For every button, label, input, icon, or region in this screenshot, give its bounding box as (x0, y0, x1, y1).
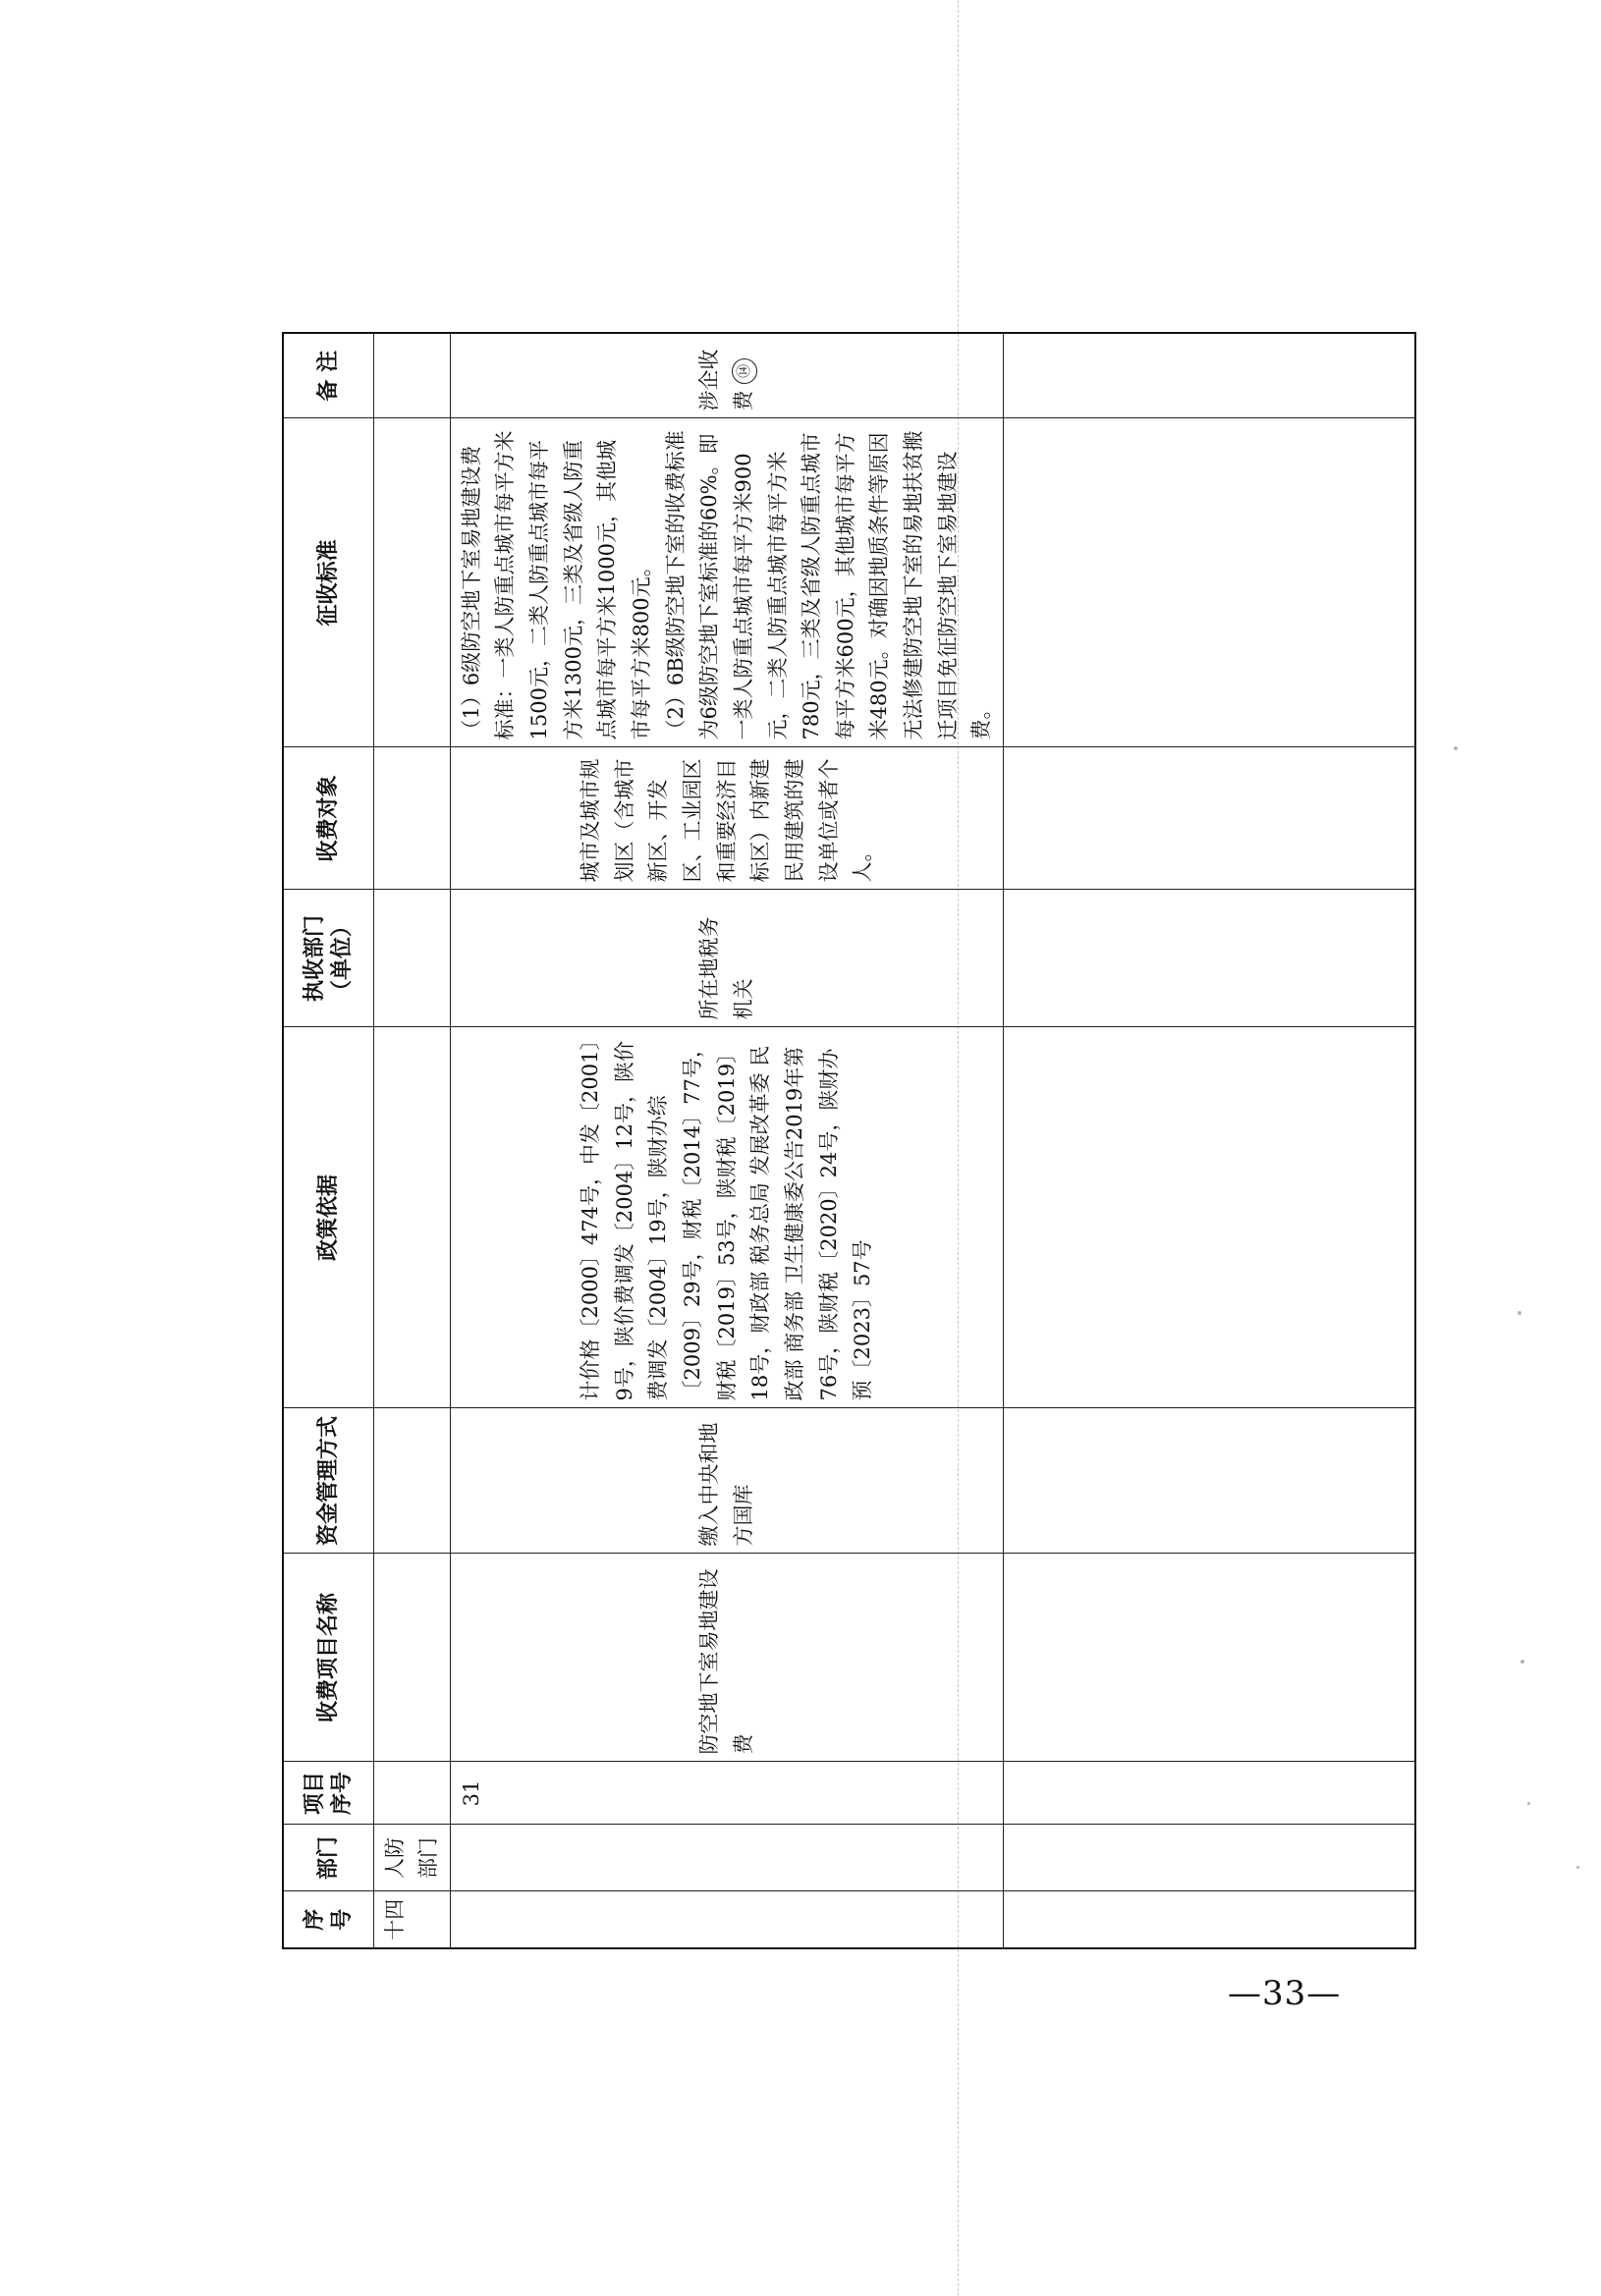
header-fund-mgmt: 资金管理方式 (283, 1408, 373, 1554)
empty-cell (373, 1554, 450, 1762)
item-seq-cell: 31 (450, 1762, 1003, 1825)
empty-cell (373, 418, 450, 747)
standard-paragraph-1: （1）6级防空地下室易地建设费标准：一类人防重点城市每平方米1500元，二类人防重点城市每平方米1300元，三类及省级人防重点城市每平方米1000元，其他城市每平方米800元。 (459, 430, 653, 740)
policy-cell: 计价格〔2000〕474号，中发〔2001〕9号，陕价费调发〔2004〕12号，陕价费调发〔2004〕19号，陕财办综〔2009〕29号，财税〔2014〕77号，财税〔2019〕53号，陕财税〔2019〕18号，财政部 税务总局 发展改革委 民政部 商务部 卫生健康委公告2019年第76号，陕财税〔2020〕24号，陕财办预〔2023〕57号 (450, 1027, 1003, 1408)
empty-cell (450, 1891, 1003, 1948)
empty-cell (1004, 1825, 1415, 1891)
payer-cell: 城市及城市规划区（含城市新区、开发区、工业园区和重要经济目标区）内新建民用建筑的建设单位或者个人。 (450, 747, 1003, 890)
empty-cell (373, 1027, 450, 1408)
empty-cell (373, 890, 450, 1027)
empty-cell (1004, 1408, 1415, 1554)
header-fee-name: 收费项目名称 (283, 1554, 373, 1762)
page-number: —33— (1228, 1974, 1342, 2013)
scan-speck (1527, 1802, 1530, 1805)
header-standard: 征收标准 (283, 418, 373, 747)
header-payer: 收费对象 (283, 747, 373, 890)
empty-cell (1004, 418, 1415, 747)
empty-cell (1004, 1554, 1415, 1762)
table-header-row (283, 333, 373, 1948)
section-dept: 人防部门 (373, 1825, 450, 1891)
empty-cell (1004, 333, 1415, 418)
empty-cell (373, 1762, 450, 1825)
empty-cell (450, 1825, 1003, 1891)
empty-cell (373, 747, 450, 890)
table-row-empty (1004, 333, 1415, 1948)
empty-cell (1004, 1762, 1415, 1825)
standard-paragraph-2: （2）6B级防空地下室的收费标准为6级防空地下室标准的60%。即一类人防重点城市每平方米900元，二类人防重点城市每平方米780元，三类及省级人防重点城市每平方米600元，其他城市每平方米480元。对确因地质条件等原因无法修建防空地下室的易地扶贫搬迁项目免征防空地下室易地建设费。 (663, 430, 994, 740)
fee-name-cell: 防空地下室易地建设费 (450, 1554, 1003, 1762)
empty-cell (373, 333, 450, 418)
empty-cell (1004, 890, 1415, 1027)
collector-cell: 所在地税务机关 (450, 890, 1003, 1027)
header-remark: 备 注 (283, 333, 373, 418)
remark-text: 涉企收费 (697, 349, 755, 411)
circled-number-14: ⑭ (732, 358, 757, 384)
scan-speck (1454, 746, 1458, 750)
header-collector: 执收部门（单位） (283, 890, 373, 1027)
section-seq: 十四 (373, 1891, 450, 1948)
header-seq: 序号 (283, 1891, 373, 1948)
empty-cell (1004, 1891, 1415, 1948)
fee-table (282, 332, 1416, 1949)
header-policy: 政策依据 (283, 1027, 373, 1408)
scan-speck (1518, 1311, 1521, 1315)
table-row-section (373, 333, 450, 1948)
scan-speck (1520, 1660, 1524, 1664)
fund-mgmt-cell: 缴入中央和地方国库 (450, 1408, 1003, 1554)
empty-cell (373, 1408, 450, 1554)
scan-speck (1576, 1866, 1579, 1869)
rotated-table-frame (282, 334, 1367, 1949)
header-item-seq: 项目序号 (283, 1762, 373, 1825)
table-row (450, 333, 1003, 1948)
remark-cell (450, 333, 1003, 418)
header-dept: 部门 (283, 1825, 373, 1891)
empty-cell (1004, 1027, 1415, 1408)
empty-cell (1004, 747, 1415, 890)
standard-cell (450, 418, 1003, 747)
